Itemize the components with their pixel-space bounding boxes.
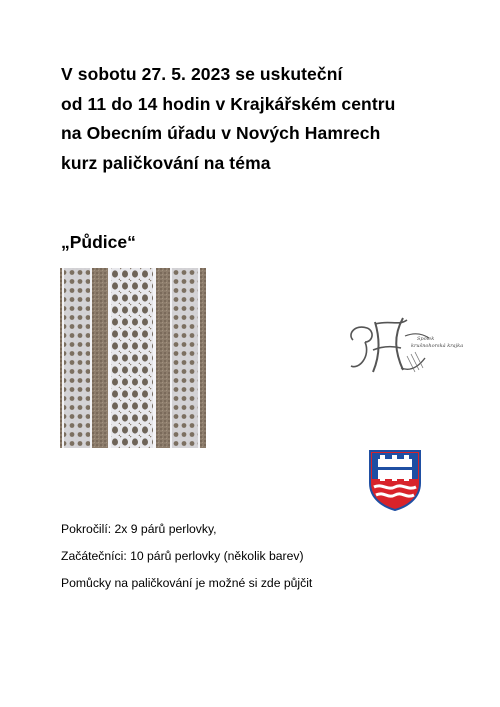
spolek-logo	[345, 312, 467, 378]
heading-line-4: kurz paličkování na téma	[61, 152, 271, 173]
spolek-logo-line2: krušnohorská krajka	[411, 343, 464, 349]
spolek-logo-line1: Spolek	[417, 336, 435, 342]
details-advanced: Pokročilí: 2x 9 párů perlovky,	[61, 522, 217, 536]
course-topic: „Půdice“	[61, 232, 136, 252]
course-details	[61, 516, 312, 597]
details-beginners: Začátečníci: 10 párů perlovky (několik barev)	[61, 549, 304, 563]
details-tools: Pomůcky na paličkování je možné si zde půjčit	[61, 576, 313, 590]
event-heading	[61, 60, 481, 178]
coat-of-arms	[368, 449, 422, 511]
heading-line-1: V sobotu 27. 5. 2023 se uskuteční	[61, 64, 343, 84]
lace-photo	[60, 268, 206, 448]
heading-line-2: od 11 do 14 hodin v Krajkářském centru	[61, 93, 396, 114]
heading-line-3: na Obecním úřadu v Nových Hamrech	[61, 123, 381, 143]
